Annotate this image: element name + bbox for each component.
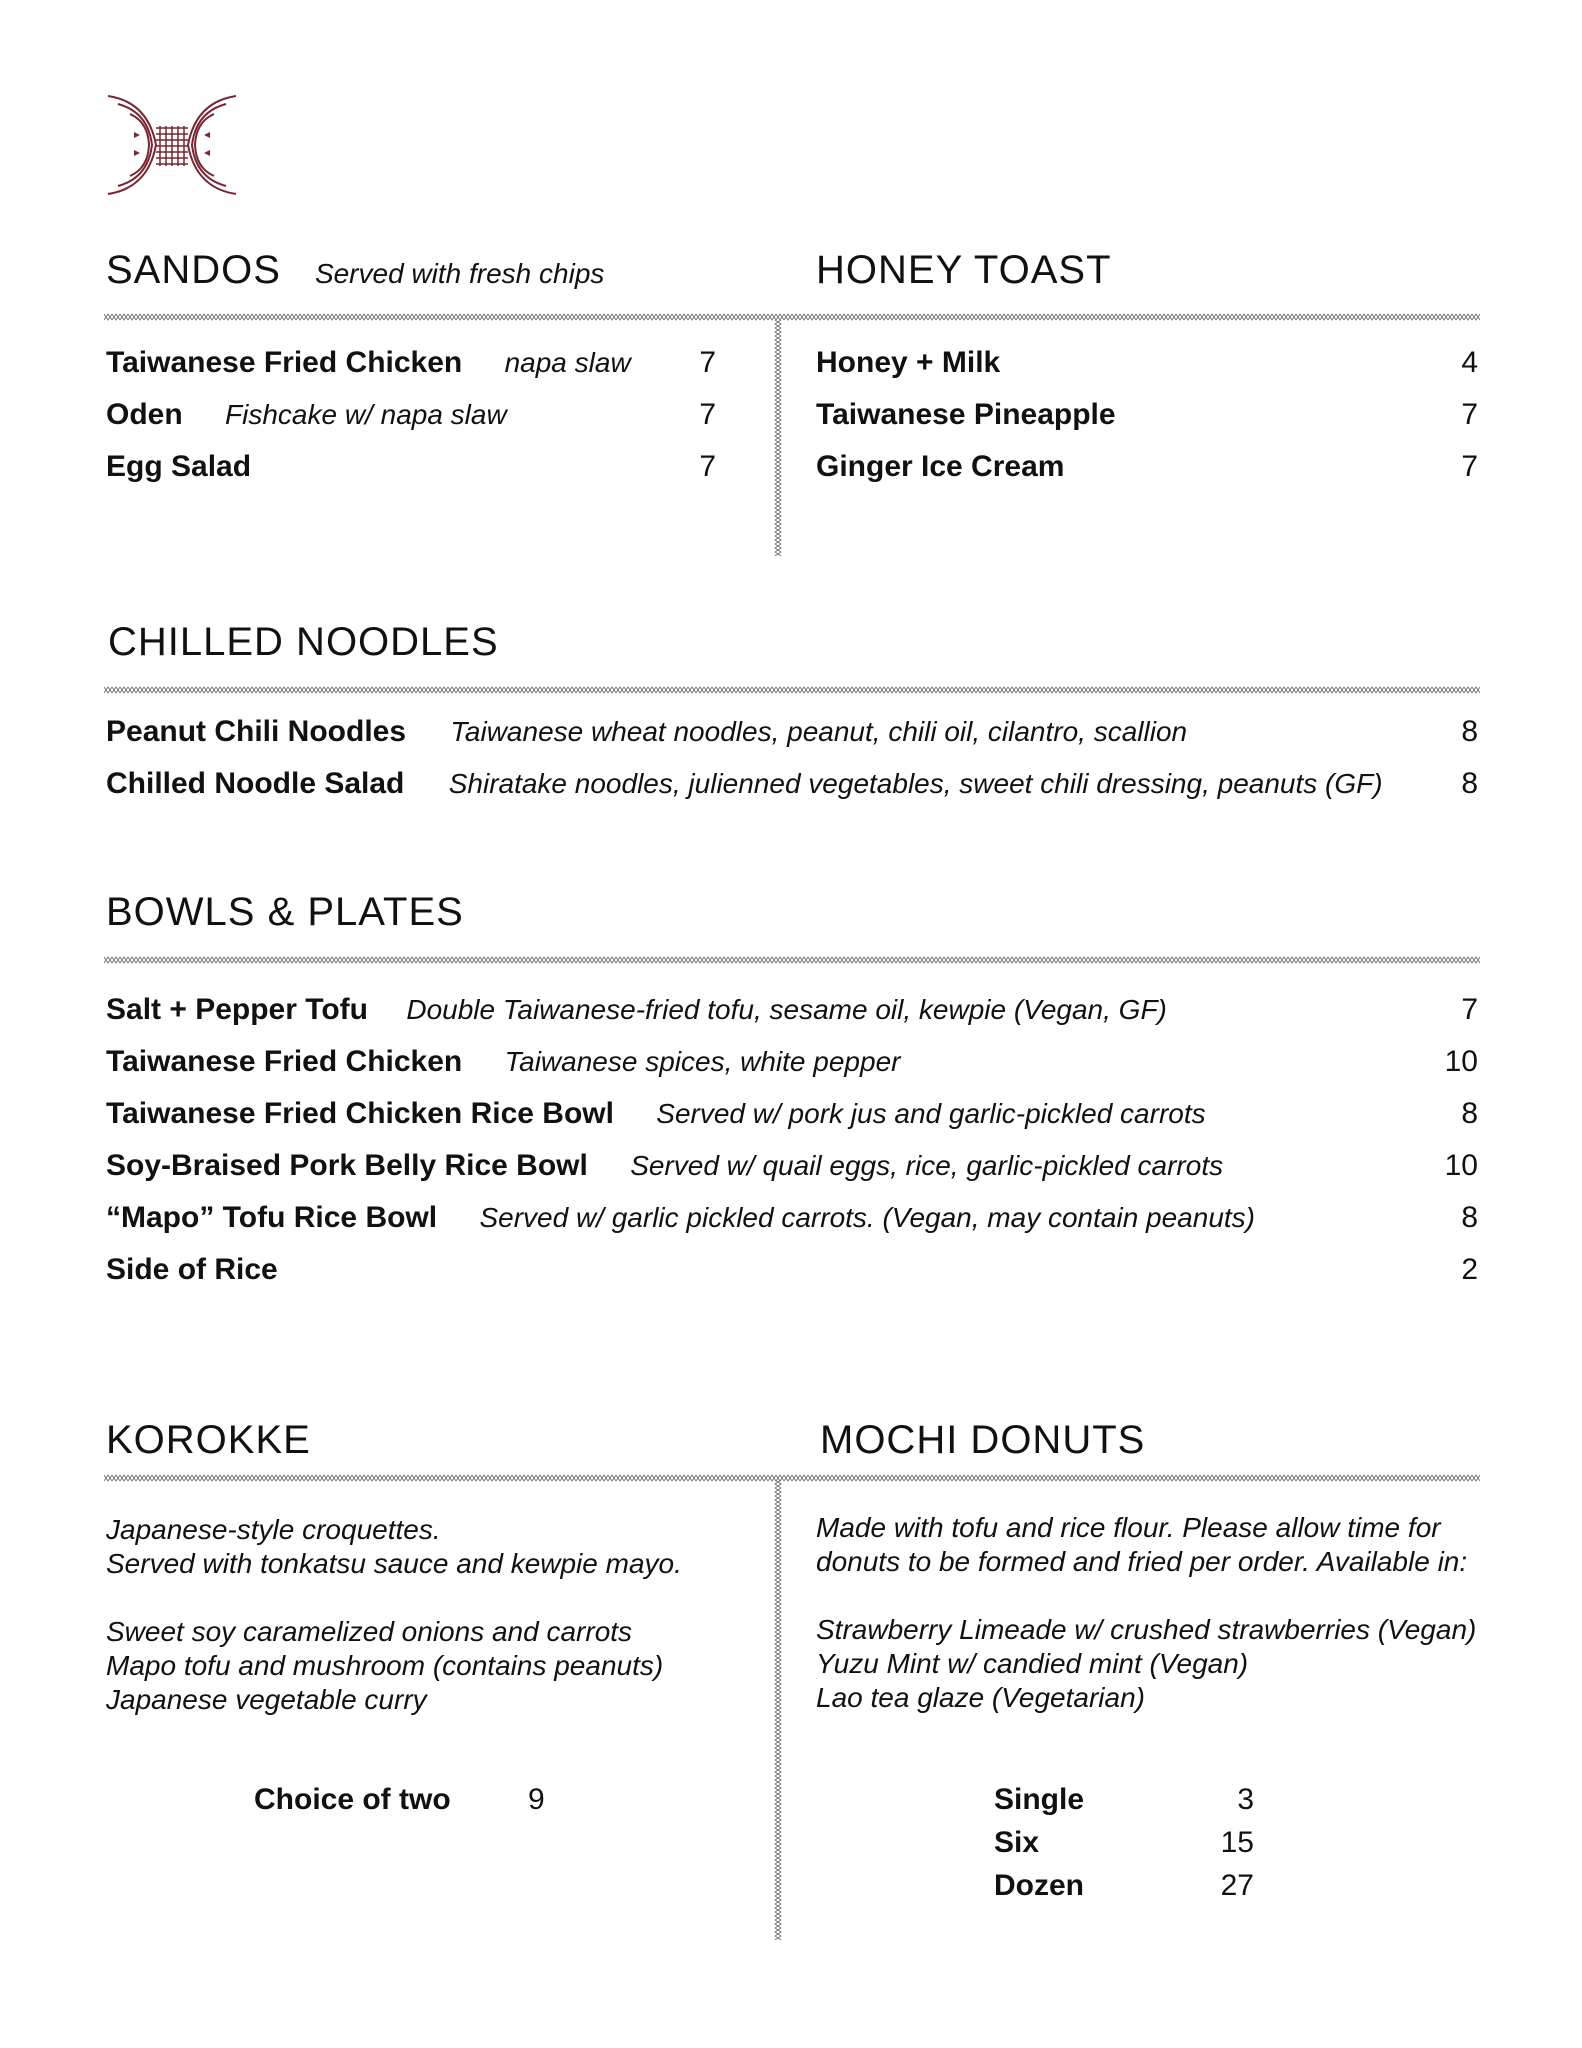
item-desc: napa slaw (504, 347, 631, 378)
item-name: Taiwanese Fried Chicken (106, 1045, 463, 1078)
text-line: Made with tofu and rice flour. Please allow time for (816, 1512, 1441, 1543)
column-divider (772, 1480, 784, 1940)
item-name: Peanut Chili Noodles (106, 715, 407, 748)
mochi-donuts-title: MOCHI DONUTS (820, 1418, 1146, 1462)
sandos-title: SANDOS (106, 248, 281, 292)
item-name: Taiwanese Fried Chicken (106, 346, 463, 379)
flavor-line: Strawberry Limeade w/ crushed strawberries (Vegan) (816, 1614, 1477, 1645)
item-price: 10 (1444, 1149, 1478, 1182)
item-price: 7 (699, 398, 716, 431)
size-name: Six (994, 1826, 1040, 1859)
item-desc: Served w/ garlic pickled carrots. (Vegan, may contain peanuts) (479, 1202, 1256, 1233)
menu-item (106, 1094, 1478, 1134)
section-divider (104, 311, 1480, 323)
sandos-subtitle: Served with fresh chips (314, 258, 605, 289)
menu-item (106, 1250, 1478, 1290)
korokke-intro (106, 1513, 682, 1581)
menu-item (106, 343, 716, 383)
chilled-noodles-title: CHILLED NOODLES (108, 620, 499, 664)
bowls-plates-title: BOWLS & PLATES (106, 890, 464, 934)
sandos-heading (106, 248, 604, 293)
size-row (994, 1866, 1254, 1906)
menu-item (106, 712, 1478, 752)
size-row (994, 1823, 1254, 1863)
item-price: 8 (1461, 1097, 1478, 1130)
option-line: Japanese vegetable curry (106, 1684, 427, 1715)
honey-toast-title: HONEY TOAST (816, 248, 1112, 292)
item-name: Oden (106, 398, 183, 431)
menu-item (106, 1198, 1478, 1238)
text-line: Japanese-style croquettes. (106, 1514, 441, 1545)
size-price: 3 (1237, 1783, 1254, 1816)
item-price: 7 (699, 450, 716, 483)
item-price: 7 (1461, 993, 1478, 1026)
item-desc: Taiwanese spices, white pepper (504, 1046, 901, 1077)
menu-item (106, 395, 716, 435)
mochi-intro (816, 1511, 1467, 1579)
flavor-line: Lao tea glaze (Vegetarian) (816, 1682, 1145, 1713)
item-name: Egg Salad (106, 450, 252, 483)
menu-item (816, 343, 1478, 383)
option-line: Mapo tofu and mushroom (contains peanuts) (106, 1650, 664, 1681)
item-desc: Served w/ pork jus and garlic-pickled carrots (656, 1098, 1206, 1129)
flavor-line: Yuzu Mint w/ candied mint (Vegan) (816, 1648, 1249, 1679)
item-price: 4 (1461, 346, 1478, 379)
korokke-title: KOROKKE (106, 1418, 311, 1462)
item-name: Chilled Noodle Salad (106, 767, 405, 800)
menu-item (106, 1042, 1478, 1082)
item-price: 10 (1444, 1045, 1478, 1078)
korokke-choice (254, 1780, 451, 1820)
option-line: Sweet soy caramelized onions and carrots (106, 1616, 633, 1647)
size-name: Dozen (994, 1869, 1084, 1902)
mochi-flavors (816, 1613, 1476, 1715)
item-name: Salt + Pepper Tofu (106, 993, 368, 1026)
item-price: 2 (1461, 1253, 1478, 1286)
item-desc: Served w/ quail eggs, rice, garlic-pickled carrots (630, 1150, 1224, 1181)
menu-item (106, 447, 716, 487)
item-desc: Shiratake noodles, julienned vegetables, sweet chili dressing, peanuts (GF) (448, 768, 1383, 799)
restaurant-logo-icon (104, 92, 240, 198)
column-divider (772, 320, 784, 556)
menu-item (816, 447, 1478, 487)
item-name: Taiwanese Pineapple (816, 398, 1116, 431)
size-row (994, 1780, 1254, 1820)
item-name: Honey + Milk (816, 346, 1001, 379)
size-name: Single (994, 1783, 1085, 1816)
item-name: “Mapo” Tofu Rice Bowl (106, 1201, 438, 1234)
menu-item (106, 990, 1478, 1030)
item-price: 8 (1461, 1201, 1478, 1234)
section-divider (104, 1472, 1480, 1484)
item-price: 7 (1461, 450, 1478, 483)
item-name: Side of Rice (106, 1253, 278, 1286)
item-desc: Double Taiwanese-fried tofu, sesame oil, kewpie (Vegan, GF) (406, 994, 1167, 1025)
item-name: Ginger Ice Cream (816, 450, 1065, 483)
item-price: 8 (1461, 715, 1478, 748)
text-line: Served with tonkatsu sauce and kewpie mayo. (106, 1548, 682, 1579)
item-desc: Taiwanese wheat noodles, peanut, chili oil, cilantro, scallion (450, 716, 1188, 747)
item-name: Soy-Braised Pork Belly Rice Bowl (106, 1149, 588, 1182)
item-name: Taiwanese Fried Chicken Rice Bowl (106, 1097, 614, 1130)
item-price: 7 (1461, 398, 1478, 431)
size-price: 15 (1220, 1826, 1254, 1859)
section-divider (104, 954, 1480, 966)
item-price: 7 (699, 346, 716, 379)
item-desc: Fishcake w/ napa slaw (225, 399, 507, 430)
item-price: 8 (1461, 767, 1478, 800)
menu-item (106, 1146, 1478, 1186)
text-line: donuts to be formed and fried per order. Available in: (816, 1546, 1468, 1577)
size-price: 27 (1220, 1869, 1254, 1902)
korokke-options (106, 1615, 663, 1717)
menu-item (816, 395, 1478, 435)
choice-label: Choice of two (254, 1783, 451, 1816)
menu-item (106, 764, 1478, 804)
choice-price: 9 (528, 1783, 545, 1816)
section-divider (104, 684, 1480, 696)
